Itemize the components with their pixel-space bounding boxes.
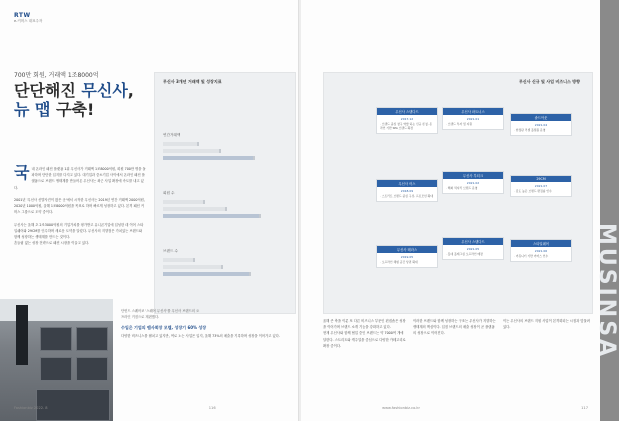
chart-section-brands	[163, 249, 287, 278]
photo-caption: 단헌드 스퀘어코 '스퀘어 무신사'를 무신사 브랜드의 오프라인 거점으로 재편했다.	[121, 309, 200, 319]
page-number: 116	[208, 406, 216, 410]
business-card	[510, 175, 572, 197]
paragraph: 2001년 '무신사 신발사진이 많은 곳'에서 시작한 무신사는 2019년 연간 거래액 2000억원, 2020년 1000억원, 올해 1조8000억원을 목표로 하며 빠르게 성장하고 있다. 본격 패션 커머스 그룹으로 도약 중이다.	[14, 198, 145, 215]
card-year: 2021.04	[534, 123, 548, 127]
bar-row	[163, 213, 287, 218]
bar-row	[163, 155, 287, 160]
hero-subtitle: 700만 회원, 거래액 1조8000억	[14, 72, 99, 79]
window	[40, 357, 72, 381]
bar-row	[163, 264, 287, 269]
chart-section-label: 연간거래액	[163, 133, 181, 137]
chart-section-members	[163, 191, 287, 220]
growth-chart	[154, 72, 296, 314]
card-head: 무신사 스탠다드	[377, 108, 437, 115]
chart-title: 무신사 3개년 거래액 및 성장지표	[163, 79, 222, 84]
paragraph: 올해 큰 축을 이룬 또 다른 비즈니스 부문인 편집숍은 성장을 이어가며 브랜드 소개 기능을 강화하고 있다.	[323, 319, 406, 330]
panel-title: 무신사 신규 및 사업 비즈니스 방향	[518, 79, 580, 84]
bar-row	[163, 206, 287, 211]
bar-row	[163, 271, 287, 276]
card-head: 무신사 파트너스	[443, 108, 503, 115]
footer-right	[382, 406, 588, 410]
bar-row	[163, 141, 287, 146]
card-head: 무신사 테라스	[377, 246, 437, 253]
card-year: 2021.07	[534, 184, 548, 188]
dropcap: 국	[14, 163, 30, 182]
card-body: · 브랜드 중심 창구 역할 하는 신규 론칭, 온라인 기반 SPA 브랜드 확장	[380, 122, 433, 130]
bar	[163, 149, 221, 153]
storefront-sign	[16, 305, 28, 365]
body-column-r2	[413, 318, 497, 337]
window	[76, 327, 108, 351]
body-column-2	[121, 333, 293, 339]
hero-title-accent-2: 뉴 맵	[14, 100, 51, 119]
bar	[163, 156, 255, 160]
bar-row	[163, 199, 287, 204]
card-year: 2021.01	[466, 117, 480, 121]
window	[40, 327, 72, 351]
bar	[163, 258, 195, 262]
card-body: · 커뮤니티 기반 커머스 인수	[514, 254, 549, 258]
bar	[163, 214, 261, 218]
card-year: 2021.06	[534, 249, 548, 253]
card-year: 2021.02	[466, 181, 480, 185]
business-card	[376, 107, 438, 134]
chart-section-label: 브랜드 수	[163, 249, 179, 253]
bar	[163, 207, 227, 211]
paragraph: 현재 무신사와 함께 협업 중인 브랜드는 약 7000여 개에 달한다. 스트리트와 캐주얼을 중심으로 다양한 카테고리로 확장 중이다.	[323, 331, 406, 348]
card-head: 솔드아웃	[511, 114, 571, 121]
business-card	[442, 237, 504, 260]
card-body: · 오프라인 체험 공간 상권 확대	[380, 260, 418, 264]
bar-row	[163, 148, 287, 153]
card-body: · 해외 럭셔리 브랜드 운영	[446, 186, 478, 190]
hero-title-accent: 무신사	[81, 81, 128, 100]
chart-section-transactions	[163, 133, 287, 162]
hero-title-sep: ,	[127, 81, 134, 100]
card-body: · 브랜드 투자 및 지원	[446, 122, 473, 126]
card-head: 29CM	[511, 176, 571, 182]
left-page	[0, 0, 299, 421]
card-year: 2017.12	[400, 117, 414, 121]
hero-title	[14, 81, 154, 119]
business-card	[376, 245, 438, 268]
card-head: 무신사 스탠다드	[443, 238, 503, 245]
business-card	[510, 113, 572, 136]
business-card	[442, 107, 504, 130]
card-head: 무신사 어스	[377, 180, 437, 187]
page-number: 117	[581, 406, 588, 410]
right-page	[301, 0, 619, 421]
card-head: 무신사 부티크	[443, 172, 503, 179]
section-label: RTW	[14, 12, 31, 19]
card-body: · 한정판 리셀 플랫폼 운영	[514, 128, 546, 132]
body-column-r1	[323, 318, 407, 349]
body-column-1	[14, 163, 146, 247]
bar-row	[163, 257, 287, 262]
business-card	[510, 239, 572, 262]
subsection-label: e-커머스 대표주자	[14, 19, 43, 23]
footer-left	[14, 406, 216, 410]
business-card	[442, 171, 504, 194]
paragraph: 다양한 비즈니스를 펼치고 있지만, 여로 노는 사업은 입지, 올해 73%의 매출을 기록하며 성장을 이어가고 있다.	[121, 334, 280, 338]
bar	[163, 272, 251, 276]
storefront-glass	[36, 389, 110, 421]
bar	[163, 200, 205, 204]
card-body: · 스트리트 브랜드 중심 구성, 프로모션 확대	[380, 194, 434, 198]
card-body: · 홍대 플래그십 오프라인 매장	[446, 252, 483, 256]
footer-url: www.fashionbiz.co.kr	[382, 406, 420, 410]
business-card	[376, 179, 438, 202]
card-year: 2021.05	[466, 247, 480, 251]
hero-title-part: 단단해진	[14, 81, 82, 100]
store-building-photo	[0, 299, 113, 421]
footer-publication: Fashionbiz 2022. 8	[14, 406, 48, 410]
card-year: 2019.05	[400, 255, 414, 259]
brand-watermark: MUSINSA	[594, 223, 619, 360]
paragraph: 이러한 브랜드와 함께 성장하는 구조는 무신사가 지향하는 생태계의 핵심이다. 입점 브랜드의 매출 성장이 곧 플랫폼의 성장으로 이어진다.	[413, 319, 496, 336]
bar	[163, 265, 223, 269]
paragraph: 무신사는 올해 초 2조3000억원의 기업가치를 평가받고 유니콘기업에 입성한 데 이어 스타일쉐어와 29CM를 인수하며 새로운 도약을 알렸다. 무신사의 지향점은 가치있는 브랜드와 함께 성장하는 생태계를 만드는 것이다.	[14, 222, 144, 240]
card-year: 2018.09	[400, 189, 414, 193]
body-column-r3	[503, 318, 591, 330]
bar	[163, 142, 199, 146]
chart-section-label: 회원 수	[163, 191, 175, 195]
card-head: 스타일쉐어	[511, 240, 571, 247]
section-heading: 수입은 기업의 뱀사회장 모델, 성장기 60% 성장	[121, 325, 207, 330]
window	[76, 357, 108, 381]
paragraph: 흔들림 없는 성장 전략으로 패션 시장을 이끌고 있다.	[14, 241, 90, 246]
card-body: · 감도 높은 브랜드 편집숍 인수	[514, 189, 552, 193]
hero-title-end: 구축!	[50, 100, 95, 119]
paragraph: 내 온라인 패션 플랫폼 1위 무신사가 거래액 1조8000억원, 회원 700만 명을 돌파하며 단단한 입지를 다지고 있다. 대기업과 중소기업 사이에서 온라인 패션 플랫폼으로 브랜드 생태계를 만들어온 무신사는 최근 사업 확장에 속도를 내고 있다.	[14, 167, 146, 190]
paragraph: 이는 무신사의 브랜드 지원 사업이 본격화되는 시점과 맞물려 있다.	[503, 319, 590, 330]
